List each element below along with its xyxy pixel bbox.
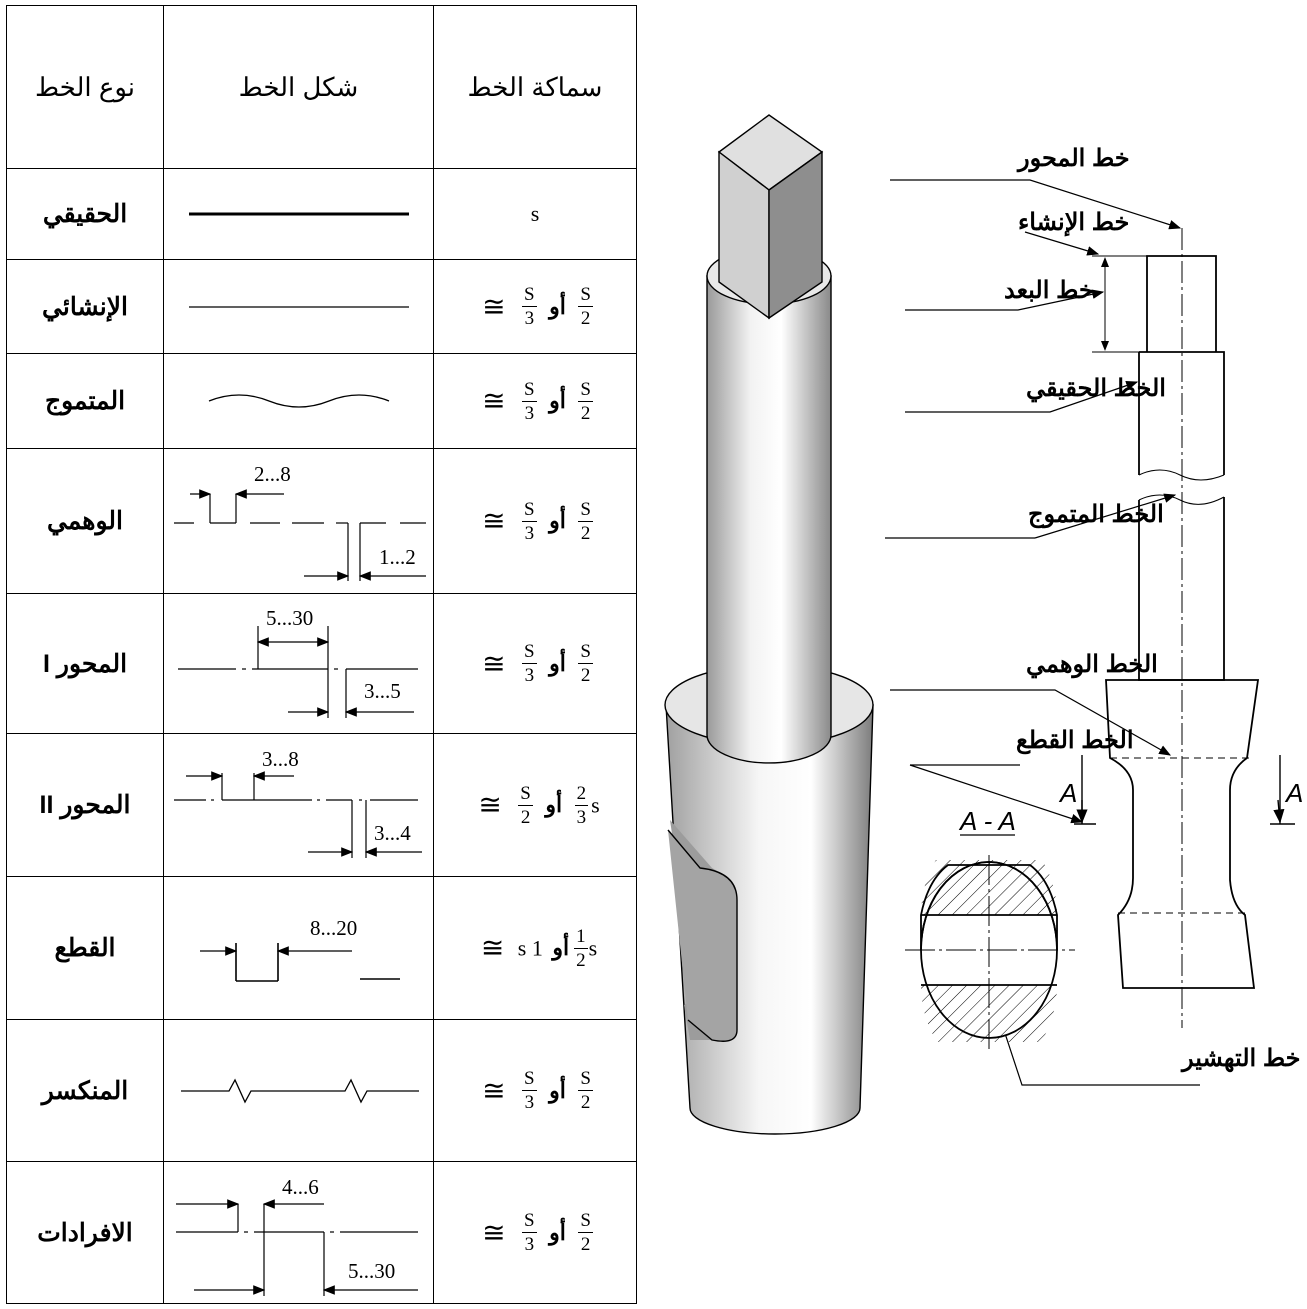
dim-hidden-2: 1...2 [379,545,416,569]
shape-axis-2 [164,734,434,877]
dim-phantom-2: 5...30 [348,1258,396,1283]
label-hidden: الخط الوهمي [1026,651,1158,678]
thickness-wavy: ≅ $\frac{S}{3}$ أو $\frac{S}{2}$ [434,354,637,449]
dim-axis2-2: 3...4 [374,821,411,845]
row-name-real: الحقيقي [7,169,164,260]
thickness-cutting: ≅ s أو 1 $\frac{1}{2}$ s [434,877,637,1020]
thickness-zigzag: ≅ $\frac{S}{3}$ أو $\frac{S}{2}$ [434,1020,637,1162]
row-name-cutting: القطع [7,877,164,1020]
shape-zigzag [164,1020,434,1162]
shaft-3d-drawing [665,115,873,1134]
line-types-table [6,5,636,1303]
label-wavy: الخط المتموج [1028,501,1164,528]
shape-cutting [164,877,434,1020]
dim-axis1-2: 3...5 [364,679,401,703]
shape-wavy [164,354,434,449]
row-name-hidden: الوهمي [7,449,164,594]
thickness-phantom: ≅ $\frac{S}{3}$ أو $\frac{S}{2}$ [434,1162,637,1304]
shaft-figure [640,0,1307,1309]
dim-phantom-1: 4...6 [282,1174,319,1199]
header-line-shape: شكل الخط [164,6,434,169]
row-name-axis-1: المحور I [7,594,164,734]
row-name-axis-2: المحور II [7,734,164,877]
thickness-real: s [434,169,637,260]
label-dimension: خط البعد [1004,277,1094,304]
thickness-hidden: ≅ $\frac{S}{3}$ أو $\frac{S}{2}$ [434,449,637,594]
dim-cutting-1: 8...20 [310,916,358,940]
shape-phantom [164,1162,434,1304]
row-name-construction: الإنشائي [7,260,164,354]
shape-axis-1 [164,594,434,734]
header-line-thickness: سماكة الخط [434,6,637,169]
dim-hidden-1: 2...8 [254,462,291,486]
section-letter-left: A [1060,778,1078,808]
shape-hidden [164,449,434,594]
thickness-axis-2: ≅ $\frac{S}{2}$ أو $\frac{2}{3}$ s [434,734,637,877]
header-line-type: نوع الخط [7,6,164,169]
label-construction: خط الإنشاء [1018,209,1130,236]
section-aa [915,860,1065,1042]
dim-axis1-1: 5...30 [266,606,314,630]
label-cutting: الخط القطع [1016,727,1134,754]
dim-axis2-1: 3...8 [262,747,299,771]
row-name-zigzag: المنكسر [7,1020,164,1162]
shape-construction [164,260,434,354]
label-axis: خط المحور [1018,145,1130,172]
label-hatching: خط التهشير [1182,1045,1301,1072]
row-name-phantom: الافرادات [7,1162,164,1304]
thickness-axis-1: ≅ $\frac{S}{3}$ أو $\frac{S}{2}$ [434,594,637,734]
section-letter-right: A [1286,778,1304,808]
label-visible: الخط الحقيقي [1026,375,1166,402]
thickness-construction: ≅ $\frac{S}{3}$ أو $\frac{S}{2}$ [434,260,637,354]
section-title: A - A [960,806,1016,836]
shape-real [164,169,434,260]
row-name-wavy: المتموج [7,354,164,449]
